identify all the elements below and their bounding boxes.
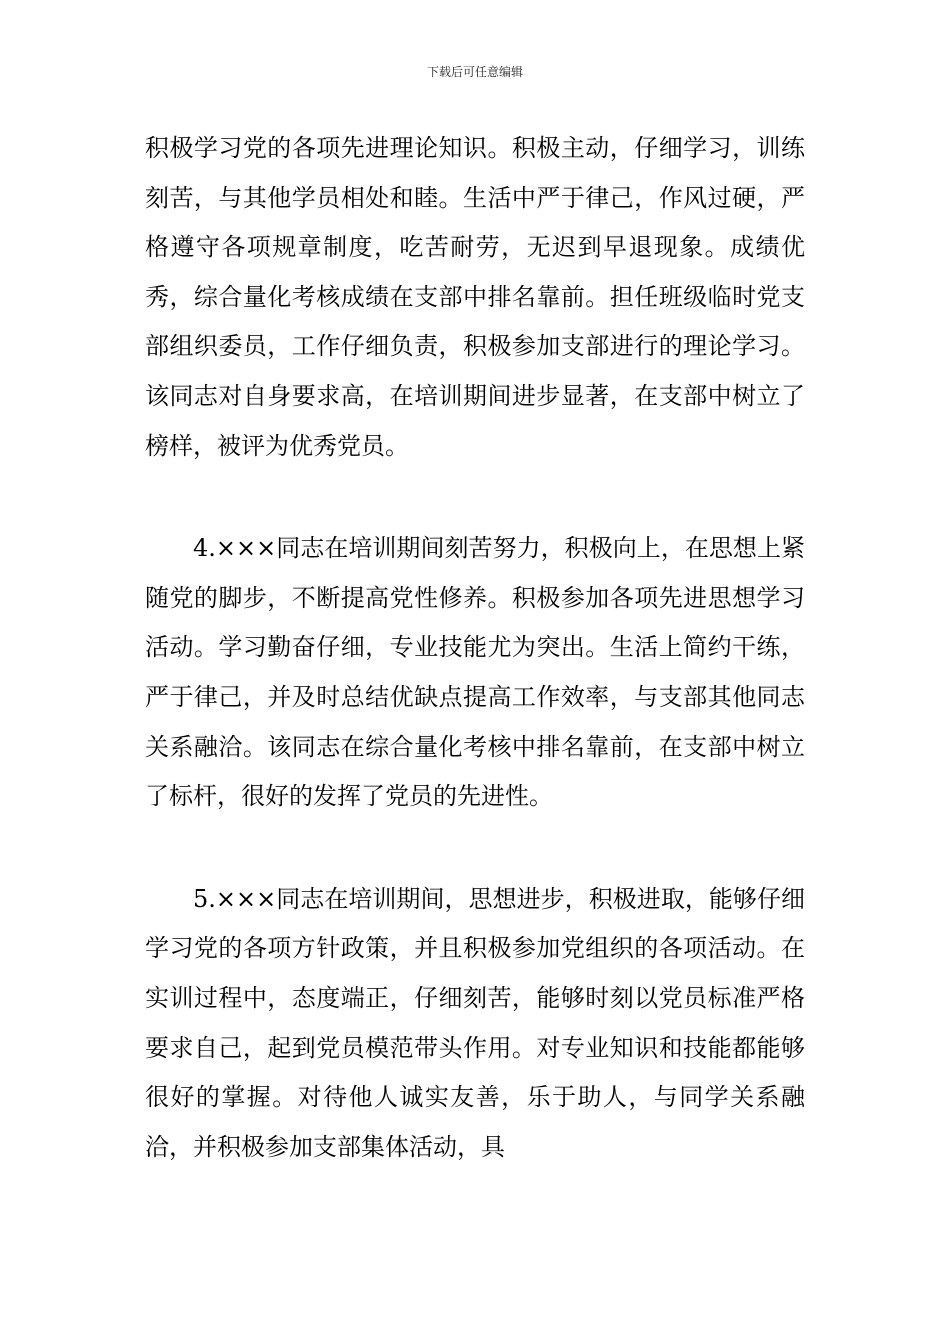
paragraph-evaluation-5: 5.×××同志在培训期间，思想进步，积极进取，能够仔细学习党的各项方针政策，并且积极参加党组织的各项活动。在实训过程中，态度端正，仔细刻苦，能够时刻以党员标准严格要求自己，起到党员模范带头作用。对专业知识和技能都能够很好的掌握。对待他人诚实友善，乐于助人，与同学关系融洽，并积极参加支部集体活动，具	[145, 884, 805, 1161]
paragraph-spacer	[145, 471, 805, 524]
paragraph-evaluation-3: 积极学习党的各项先进理论知识。积极主动，仔细学习，训练刻苦，与其他学员相处和睦。生活中严于律己，作风过硬，严格遵守各项规章制度，吃苦耐劳，无迟到早退现象。成绩优秀，综合量化考核成绩在支部中排名靠前。担任班级临时党支部组织委员，工作仔细负责，积极参加支部进行的理论学习。该同志对自身要求高，在培训期间进步显著，在支部中树立了榜样，被评为优秀党员。	[145, 134, 805, 460]
paragraph-spacer	[145, 822, 805, 875]
document-body	[145, 124, 805, 1172]
page-header-note: 下载后可任意编辑	[426, 65, 523, 79]
paragraph-evaluation-4: 4.×××同志在培训期间刻苦努力，积极向上，在思想上紧随党的脚步，不断提高党性修养。积极参加各项先进思想学习活动。学习勤奋仔细，专业技能尤为突出。生活上简约干练，严于律己，并及时总结优缺点提高工作效率，与支部其他同志关系融洽。该同志在综合量化考核中排名靠前，在支部中树立了标杆，很好的发挥了党员的先进性。	[145, 534, 805, 811]
